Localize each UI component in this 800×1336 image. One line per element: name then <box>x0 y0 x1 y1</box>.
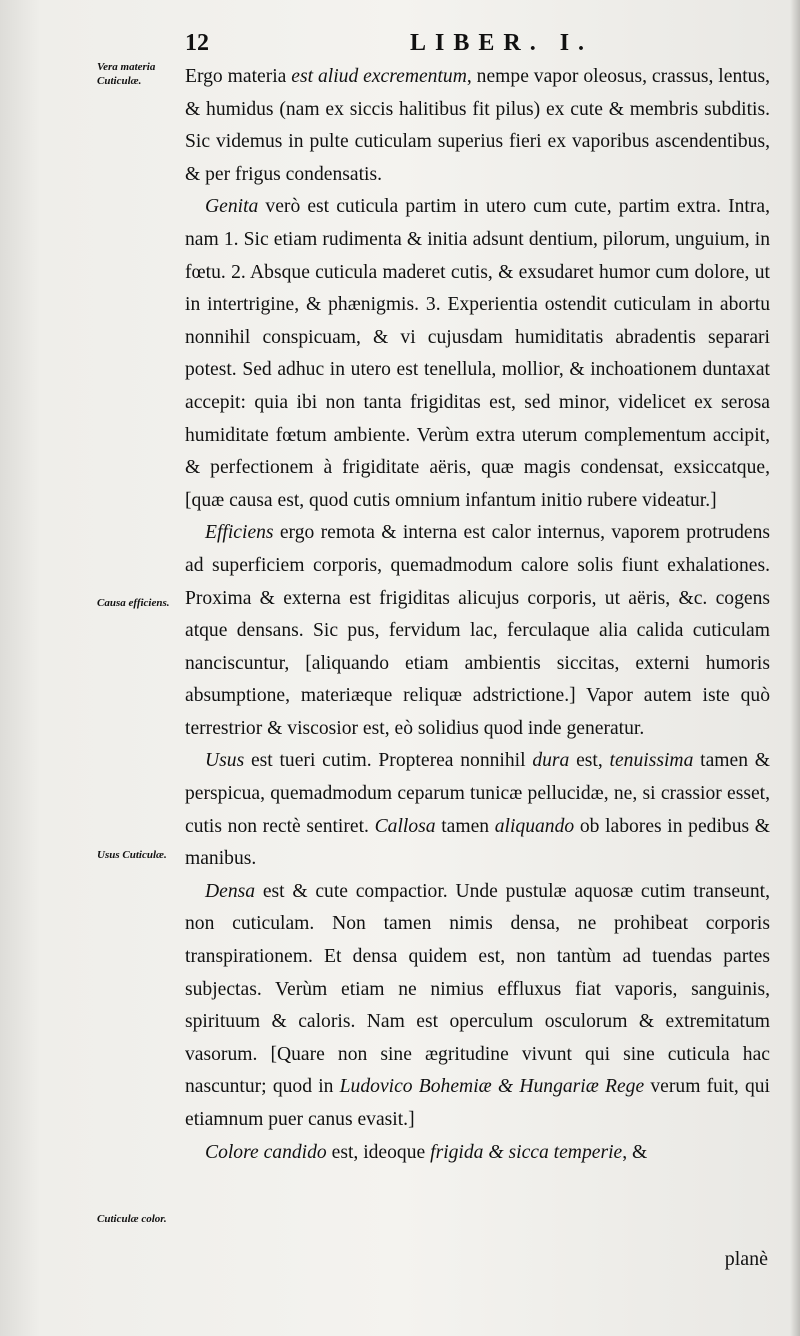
page-header <box>185 30 785 60</box>
paragraph-usus: Usus est tueri cutim. Propterea nonnihil dura est, tenuissima tamen & perspicua, quemadmodum ceparum tunicæ pellucidæ, ne, si crassior esset, cutis non rectè sentiret. Callosa tamen aliquando ob labores in pedibus & manibus. <box>185 750 771 870</box>
paragraph-genita: Genita verò est cuticula partim in utero cum cute, partim extra. Intra, nam 1. Sic etiam rudimenta & initia adsunt dentium, pilorum, unguium, in fœtu. 2. Absque cuticula maderet cutis, & exsudaret humor cum dolore, ut in intertrigine, & phænigmis. 3. Experientia ostendit cuticulam in abortu nonnihil conspicuam, & vi cujusdam humiditatis abradentis separari potest. Sed adhuc in utero est tenellula, mollior, & inchoationem duntaxat accepit: quia ibi non tanta frigiditas est, sed minor, videlicet ex serosa humiditate fœtum ambiente. Verùm extra uterum complementum accipit, & perfectionem à frigiditate aëris, quæ magis condensat, exsiccatque, [quæ causa est, quod cutis omnium infantum initio rubere videatur.] <box>185 196 770 511</box>
body-text <box>185 61 770 1169</box>
paragraph-efficiens: Efficiens ergo remota & interna est calor internus, vaporem protrudens ad superficiem corporis, quemadmodum calore solis fiunt exhalationes. Proxima & externa est frigiditas alicujus corporis, ut aëris, &c. cogens atque densans. Sic pus, fervidum lac, ferculaque alia calida cuticulam nanciscuntur, [aliquando etiam ambientis siccitas, externi humoris absumptione, materiæque reliquæ adstrictione.] Vapor autem iste quò terrestrior & viscosior est, eò solidius quod inde generatur. <box>185 522 770 739</box>
margin-note-vera-materia: Vera materia Cuticulæ. <box>97 61 156 87</box>
margin-note-color: Cuticulæ color. <box>97 1213 167 1225</box>
page-number: 12 <box>185 30 209 56</box>
running-title: LIBER. I. <box>410 30 594 56</box>
margin-note-causa-efficiens: Causa efficiens. <box>97 597 170 609</box>
paragraph-materia: Ergo materia est aliud excrementum, nempe vapor oleosus, crassus, lentus, & humidus (nam ex siccis halitibus fit pilus) ex cute & membris subditis. Sic videmus in pulte cuticulam superius fieri ex vaporibus ascendentibus, & per frigus condensatis. <box>185 66 771 185</box>
margin-note-usus: Usus Cuticulæ. <box>97 849 167 861</box>
paragraph-densa: Densa est & cute compactior. Unde pustulæ aquosæ cutim transeunt, non cuticulam. Non tamen nimis densa, ne prohibeat corporis transpirationem. Et densa quidem est, non tantùm ad tuendas partes subjectas. Verùm etiam ne nimius effluxus fiat vaporis, sanguinis, spirituum & caloris. Nam est operculum osculorum & extremitatum vasorum. [Quare non sine ægritudine vivunt qui sine cuticula hac nascuntur; quod in Ludovico Bohemiæ & Hungariæ Rege verum fuit, qui etiamnum puer canus evasit.] <box>185 880 770 1130</box>
catchword: planè <box>724 1248 768 1270</box>
paragraph-colore: Colore candido est, ideoque frigida & sicca temperie, & <box>205 1141 648 1163</box>
